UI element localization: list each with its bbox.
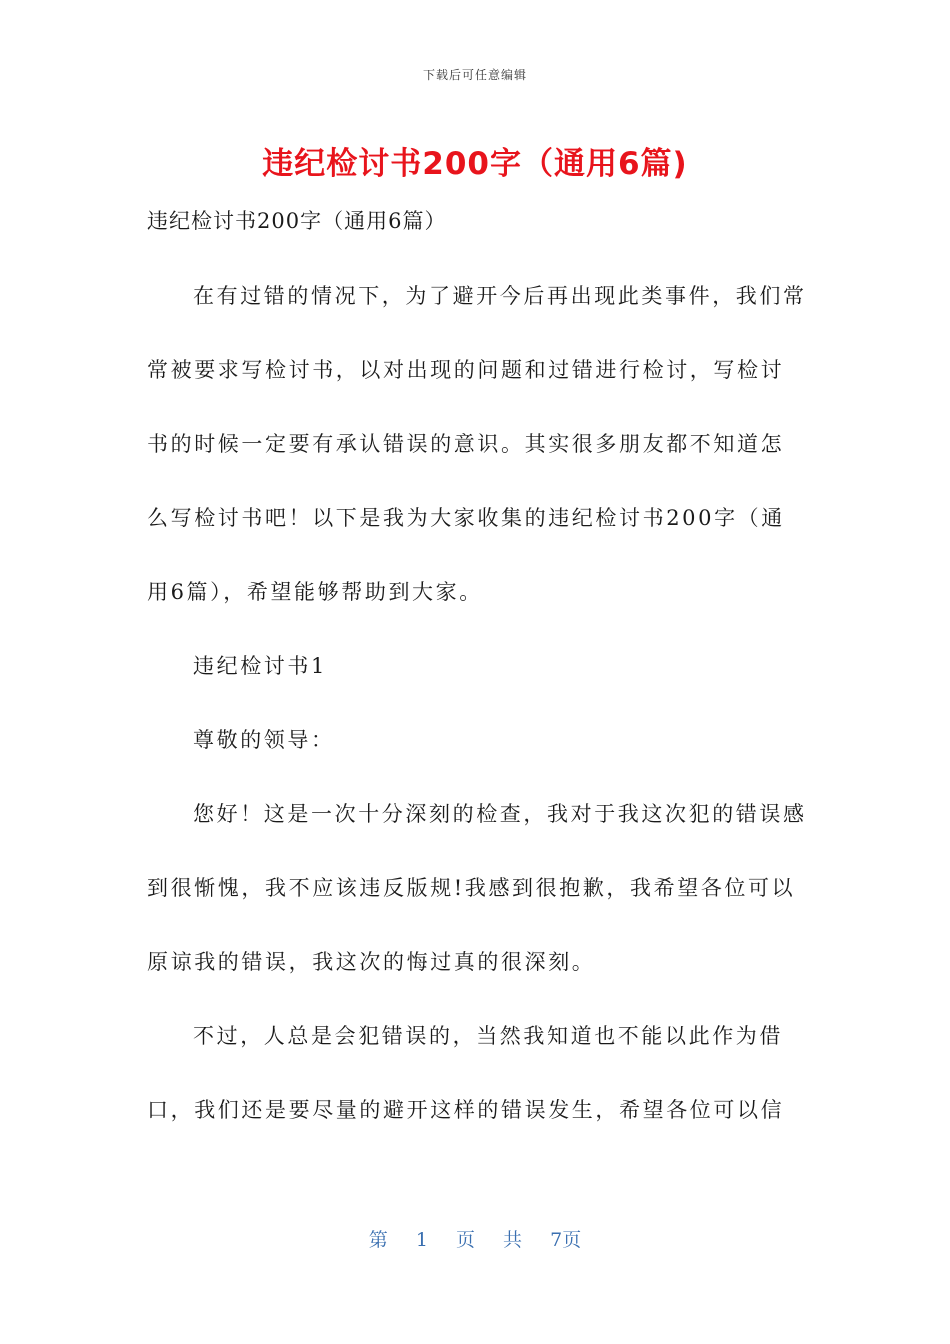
footer-total-label: 共 [503,1229,523,1251]
footer-prefix: 第 [368,1229,388,1251]
document-title: 违纪检讨书200字（通用6篇) [262,146,688,182]
body-paragraph: 您好！这是一次十分深刻的检查，我对于我这次犯的错误感到很惭愧，我不应该违反版规!我感到很抱歉，我希望各位可以原谅我的错误，我这次的悔过真的很深刻。 [147,802,807,974]
footer-total-pages: 7页 [550,1229,582,1251]
intro-paragraph: 在有过错的情况下，为了避开今后再出现此类事件，我们常常被要求写检讨书，以对出现的问题和过错进行检讨，写检讨书的时候一定要有承认错误的意识。其实很多朋友都不知道怎么写检讨书吧！以下是我为大家收集的违纪检讨书200字（通用6篇），希望能够帮助到大家。 [147,284,807,604]
page-footer [0,1225,950,1252]
footer-current-page: 1 [415,1229,428,1251]
header-note: 下载后可任意编辑 [422,68,527,82]
document-subtitle: 违纪检讨书200字（通用6篇） [147,209,447,233]
body-paragraph: 不过，人总是会犯错误的，当然我知道也不能以此作为借口，我们还是要尽量的避开这样的错误发生，希望各位可以信 [147,1024,785,1122]
footer-page-label: 页 [455,1229,475,1251]
section-heading: 违纪检讨书1 [193,654,327,678]
salutation: 尊敬的领导： [193,728,335,752]
document-body [147,259,807,1147]
